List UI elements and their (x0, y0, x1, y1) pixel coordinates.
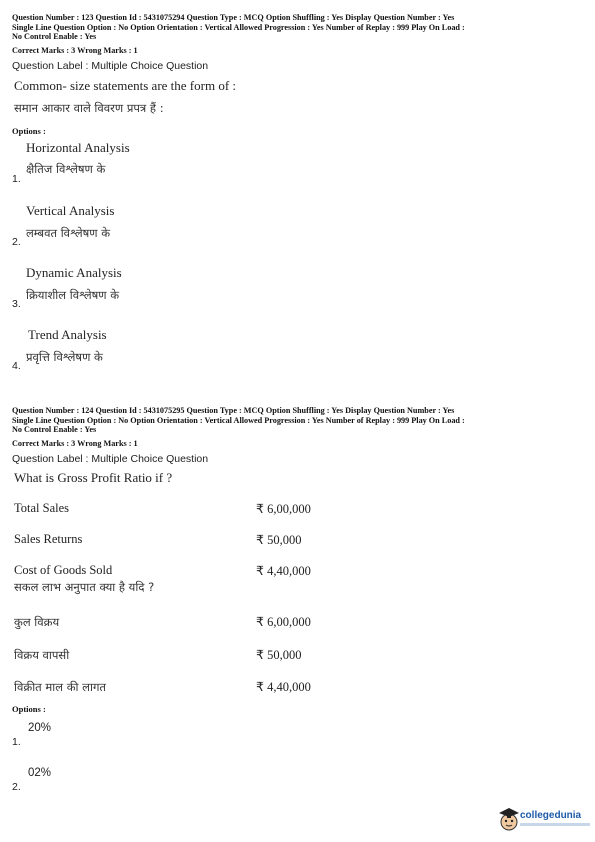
option-value: 02% (28, 767, 52, 779)
q124-options-label: Options : (12, 704, 46, 714)
option-text-en: Horizontal Analysis (26, 140, 130, 155)
q123-meta-line2: Single Line Question Option : No Option Orientation : Vertical Allowed Progression : Yes Number of Replay : 999 Play On Load : (12, 22, 465, 32)
logo-wordmark: collegedunia (520, 810, 582, 821)
option-value: 20% (28, 722, 52, 734)
q123-options-label: Options : (12, 126, 46, 136)
row-value: ₹ 6,00,000 (256, 502, 311, 516)
row-label: विक्रय वापसी (14, 648, 70, 662)
q123-question-text-en: Common- size statements are the form of : (14, 78, 237, 93)
option-text-hi: प्रवृत्ति विश्लेषण के (26, 350, 103, 364)
q124-meta-line1: Question Number : 124 Question Id : 5431075295 Question Type : MCQ Option Shuffling : Yes Display Question Number : Yes (12, 406, 455, 415)
logo-tagline-bar (520, 823, 590, 826)
q123-marks: Correct Marks : 3 Wrong Marks : 1 (12, 46, 138, 55)
option-text-en: Trend Analysis (28, 327, 107, 342)
q124-question-text-hi: सकल लाभ अनुपात क्या है यदि ? (14, 580, 155, 594)
q123-meta (12, 13, 584, 42)
option-text-hi: क्रियाशील विश्लेषण के (26, 288, 120, 302)
option-text-en: Vertical Analysis (26, 203, 115, 218)
q123-meta-line3: No Control Enable : Yes (12, 32, 97, 42)
q123-meta-line1: Question Number : 123 Question Id : 5431075294 Question Type : MCQ Option Shuffling : Yes Display Question Number : Yes (12, 13, 455, 22)
row-value: ₹ 50,000 (256, 533, 302, 547)
option-number: 2. (12, 236, 21, 248)
row-label: Total Sales (14, 501, 70, 515)
row-value: ₹ 50,000 (256, 648, 302, 662)
row-value: ₹ 6,00,000 (256, 615, 311, 629)
graduate-mascot-icon (498, 806, 520, 832)
row-label: Sales Returns (14, 532, 83, 546)
q124-question-label: Question Label : Multiple Choice Question (12, 453, 209, 465)
collegedunia-logo (498, 806, 590, 836)
option-number: 3. (12, 298, 21, 310)
q124-meta-line3: No Control Enable : Yes (12, 425, 97, 435)
option-text-en: Dynamic Analysis (26, 265, 122, 280)
option-number: 1. (12, 173, 21, 185)
row-label: Cost of Goods Sold (14, 563, 113, 577)
option-text-hi: लम्बवत विश्लेषण के (26, 226, 111, 240)
row-label: कुल विक्रय (14, 615, 60, 629)
q124-marks: Correct Marks : 3 Wrong Marks : 1 (12, 439, 138, 448)
option-number: 2. (12, 781, 21, 793)
option-number: 4. (12, 360, 21, 372)
option-number: 1. (12, 736, 21, 748)
row-value: ₹ 4,40,000 (256, 680, 311, 694)
q124-meta-line2: Single Line Question Option : No Option Orientation : Vertical Allowed Progression : Yes Number of Replay : 999 Play On Load : (12, 415, 465, 425)
row-value: ₹ 4,40,000 (256, 564, 311, 578)
q124-question-text-en: What is Gross Profit Ratio if ? (14, 470, 173, 485)
q123-question-text-hi: समान आकार वाले विवरण प्रपत्र हैं : (14, 101, 164, 115)
option-text-hi: क्षैतिज विश्लेषण के (26, 162, 106, 176)
q123-question-label: Question Label : Multiple Choice Question (12, 60, 209, 72)
row-label: विक्रीत माल की लागत (14, 680, 106, 694)
q124-meta (12, 406, 584, 435)
